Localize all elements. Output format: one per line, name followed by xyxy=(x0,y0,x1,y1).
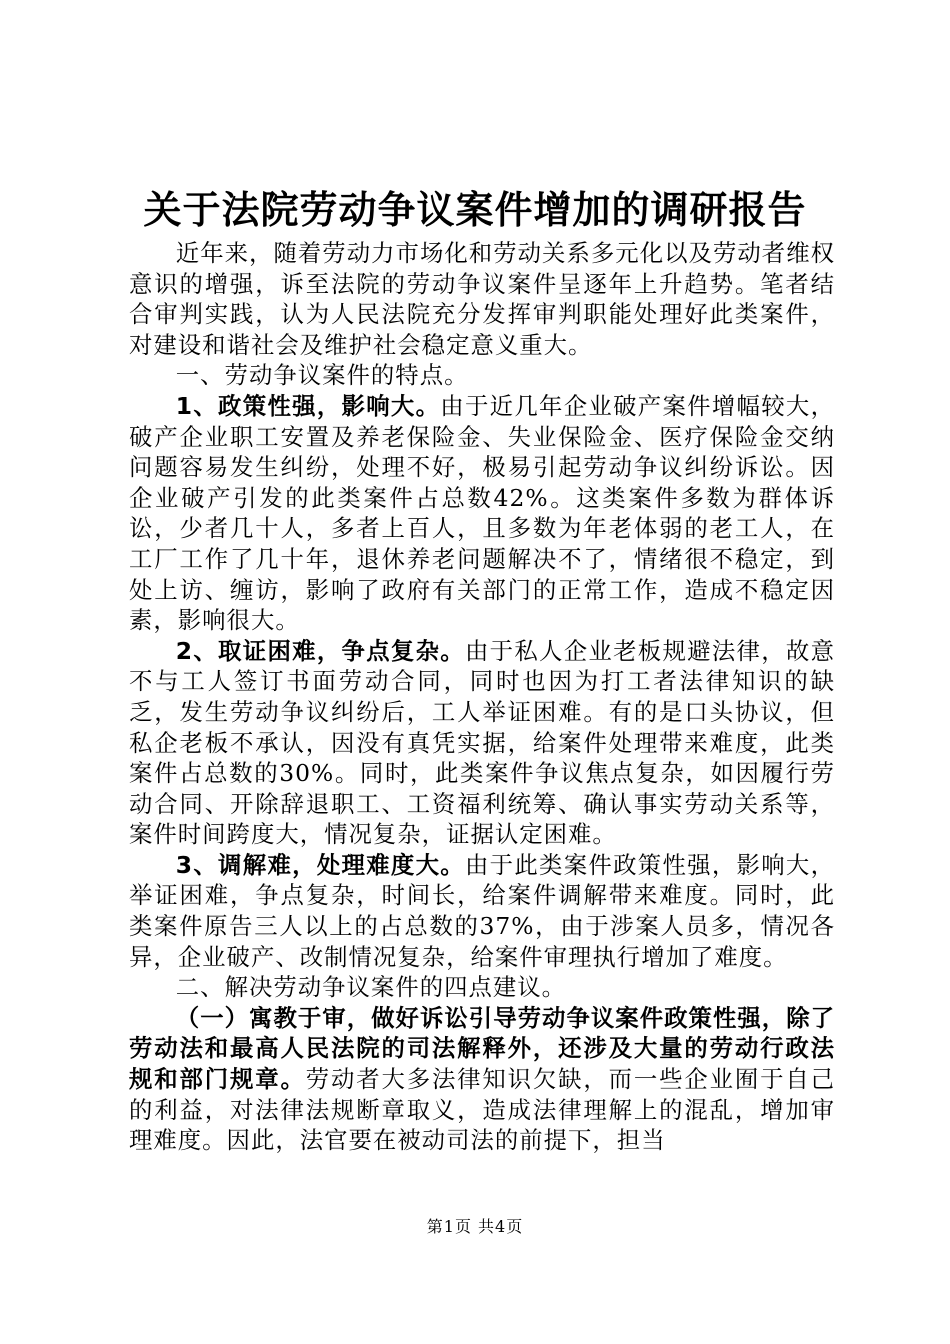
point-paragraph-2 xyxy=(129,636,835,850)
point-paragraph-3 xyxy=(129,850,835,972)
point-lead-2: 2、取证困难，争点复杂。 xyxy=(175,636,465,665)
point-lead-3: 3、调解难，处理难度大。 xyxy=(175,850,465,879)
section-heading-2: 二、解决劳动争议案件的四点建议。 xyxy=(175,973,567,1002)
point-lead-1: 1、政策性强，影响大。 xyxy=(175,391,441,420)
point-text-1: 由于近几年企业破产案件增幅较大，破产企业职工安置及养老保险金、失业保险金、医疗保险金交纳问题容易发生纠纷，处理不好，极易引起劳动争议纠纷诉讼。因企业破产引发的此类案件占总数42%。这类案件多数为群体诉讼，少者几十人，多者上百人，且多数为年老体弱的老工人，在工厂工作了几十年，退休养老问题解决不了，情绪很不稳定，到处上访、缠访，影响了政府有关部门的正常工作，造成不稳定因素，影响很大。 xyxy=(129,391,835,635)
document-body xyxy=(129,238,835,1156)
section-heading-1: 一、劳动争议案件的特点。 xyxy=(175,361,469,390)
point-text-2: 由于私人企业老板规避法律，故意不与工人签订书面劳动合同，同时也因为打工者法律知识的缺乏，发生劳动争议纠纷后，工人举证困难。有的是口头协议，但私企老板不承认，因没有真凭实据，给案件处理带来难度，此类案件占总数的30%。同时，此类案件争议焦点复杂，如因履行劳动合同、开除辞退职工、工资福利统筹、确认事实劳动关系等，案件时间跨度大，情况复杂，证据认定困难。 xyxy=(129,636,835,849)
suggestion-lead-1: （一）寓教于审，做好诉讼引导劳动争议案件政策性强，除了劳动法和最高人民法院的司法解释外，还涉及大量的劳动行政法规和部门规章。 xyxy=(129,1003,835,1094)
suggestion-paragraph-1 xyxy=(129,1003,835,1156)
point-text-3: 由于此类案件政策性强，影响大，举证困难，争点复杂，时间长，给案件调解带来难度。同时，此类案件原告三人以上的占总数的37%，由于涉案人员多，情况各异，企业破产、改制情况复杂，给案件审理执行增加了难度。 xyxy=(129,850,835,971)
suggestion-text-1: 劳动者大多法律知识欠缺，而一些企业囿于自己的利益，对法律法规断章取义，造成法律理解上的混乱，增加审理难度。因此，法官要在被动司法的前提下，担当 xyxy=(129,1065,836,1155)
intro-paragraph: 近年来，随着劳动力市场化和劳动关系多元化以及劳动者维权意识的增强，诉至法院的劳动争议案件呈逐年上升趋势。笔者结合审判实践，认为人民法院充分发挥审判职能处理好此类案件，对建设和谐社会及维护社会稳定意义重大。 xyxy=(129,239,835,359)
document-title: 关于法院劳动争议案件增加的调研报告 xyxy=(143,188,807,232)
page-footer: 第1页 共4页 xyxy=(426,1217,524,1236)
point-paragraph-1 xyxy=(129,391,835,636)
